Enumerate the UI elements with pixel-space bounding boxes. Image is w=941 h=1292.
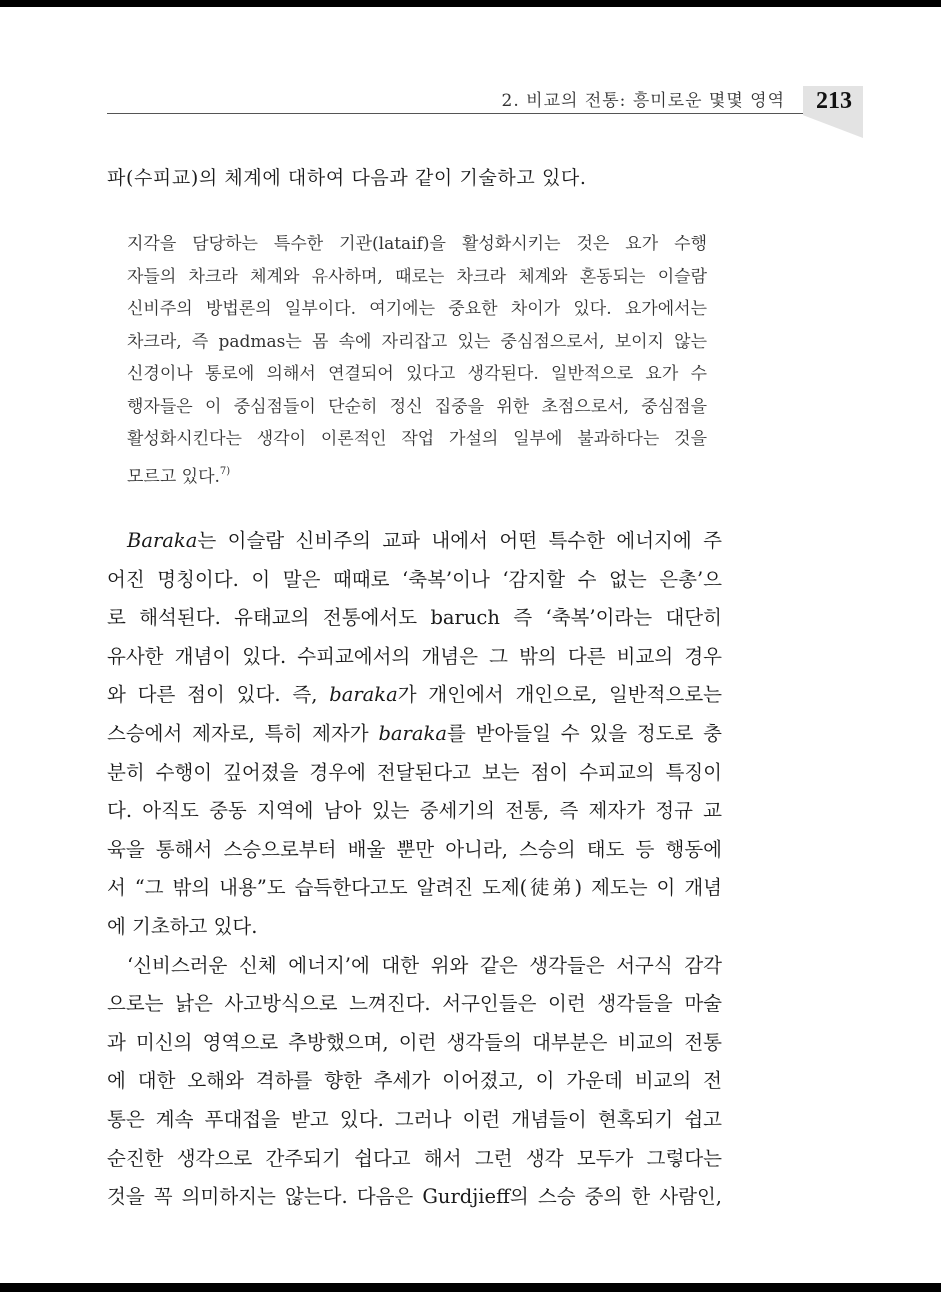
- body-line: [107, 676, 722, 715]
- body-line: ‘신비스러운 신체 에너지’에 대한 위와 같은 생각들은 서구식 감각: [127, 953, 722, 977]
- quote-line: 신비주의 방법론의 일부이다. 여기에는 중요한 차이가 있다. 요가에서는: [127, 299, 707, 319]
- body-line-text: 스승에서 제자로, 특히 제자가: [107, 721, 379, 745]
- quote-line: [127, 456, 707, 494]
- body-line: 것을 꼭 의미하지는 않는다. 다음은 Gurdjieff의 스승 중의 한 사람인,: [107, 1185, 722, 1209]
- body-line: 통은 계속 푸대접을 받고 있다. 그러나 이런 개념들이 현혹되기 쉽고: [107, 1107, 722, 1131]
- top-border: [0, 0, 941, 7]
- lead-line: 파(수피교)의 체계에 대하여 다음과 같이 기술하고 있다.: [107, 167, 587, 189]
- quote-line: 행자들은 이 중심점들이 단순히 정신 집중을 위한 초점으로서, 중심점을: [127, 396, 707, 417]
- body-line: 에 대한 오해와 격하를 향한 추세가 이어졌고, 이 가운데 비교의 전: [107, 1069, 722, 1093]
- body-line: 에 기초하고 있다.: [107, 914, 258, 938]
- quote-line: 자들의 차크라 체계와 유사하며, 때로는 차크라 체계와 혼동되는 이슬람: [127, 266, 707, 287]
- bottom-border: [0, 1283, 941, 1292]
- term-baraka: baraka: [329, 683, 398, 707]
- quote-line: 신경이나 통로에 의해서 연결되어 있다고 생각된다. 일반적으로 요가 수: [127, 364, 707, 384]
- body-line: 서 “그 밖의 내용”도 습득한다고도 알려진 도제(徒弟) 제도는 이 개념: [107, 876, 722, 900]
- body-line: 유사한 개념이 있다. 수피교에서의 개념은 그 밖의 다른 비교의 경우: [107, 644, 722, 668]
- quote-line: 차크라, 즉 padmas는 몸 속에 자리잡고 있는 중심점으로서, 보이지 않는: [127, 331, 707, 352]
- body-line-text: 와 다른 점이 있다. 즉,: [107, 683, 330, 707]
- body-line: [107, 715, 722, 754]
- block-quote: [127, 228, 707, 493]
- body-line: [107, 522, 722, 561]
- page-number: 213: [816, 88, 852, 114]
- body-line: 로 해석된다. 유태교의 전통에서도 baruch 즉 ‘축복’이라는 대단히: [107, 606, 722, 630]
- body-line-text: 가 개인에서 개인으로, 일반적으로는: [397, 683, 722, 707]
- body-text: [107, 522, 722, 1217]
- body-line: 육을 통해서 스승으로부터 배울 뿐만 아니라, 스승의 태도 등 행동에: [107, 837, 722, 861]
- body-line: 으로는 낡은 사고방식으로 느껴진다. 서구인들은 이런 생각들을 마술: [107, 992, 722, 1016]
- header-rule: [107, 113, 803, 114]
- body-line: 순진한 생각으로 간주되기 쉽다고 해서 그런 생각 모두가 그렇다는: [107, 1146, 722, 1170]
- body-line: 어진 명칭이다. 이 말은 때때로 ‘축복’이나 ‘감지할 수 없는 은총’으: [107, 567, 722, 591]
- running-header-title: 2. 비교의 전통: 흥미로운 몇몇 영역: [501, 91, 785, 111]
- body-line-text: 는 이슬람 신비주의 교파 내에서 어떤 특수한 에너지에 주: [197, 529, 722, 552]
- quote-line-text: 모르고 있다.: [127, 466, 220, 487]
- term-baraka: baraka: [378, 721, 447, 745]
- body-line-text: 를 받아들일 수 있을 정도로 충: [446, 721, 722, 745]
- footnote-reference: 7): [219, 465, 231, 477]
- term-baraka: Baraka: [127, 529, 198, 552]
- body-line: 분히 수행이 깊어졌을 경우에 전달된다고 보는 점이 수피교의 특징이: [107, 760, 722, 784]
- body-line: 과 미신의 영역으로 추방했으며, 이런 생각들의 대부분은 비교의 전통: [107, 1030, 722, 1054]
- quote-line: 지각을 담당하는 특수한 기관(lataif)을 활성화시키는 것은 요가 수행: [127, 234, 707, 254]
- body-line: 다. 아직도 중동 지역에 남아 있는 중세기의 전통, 즉 제자가 정규 교: [107, 799, 722, 823]
- quote-line: 활성화시킨다는 생각이 이론적인 작업 가설의 일부에 불과하다는 것을: [127, 429, 707, 449]
